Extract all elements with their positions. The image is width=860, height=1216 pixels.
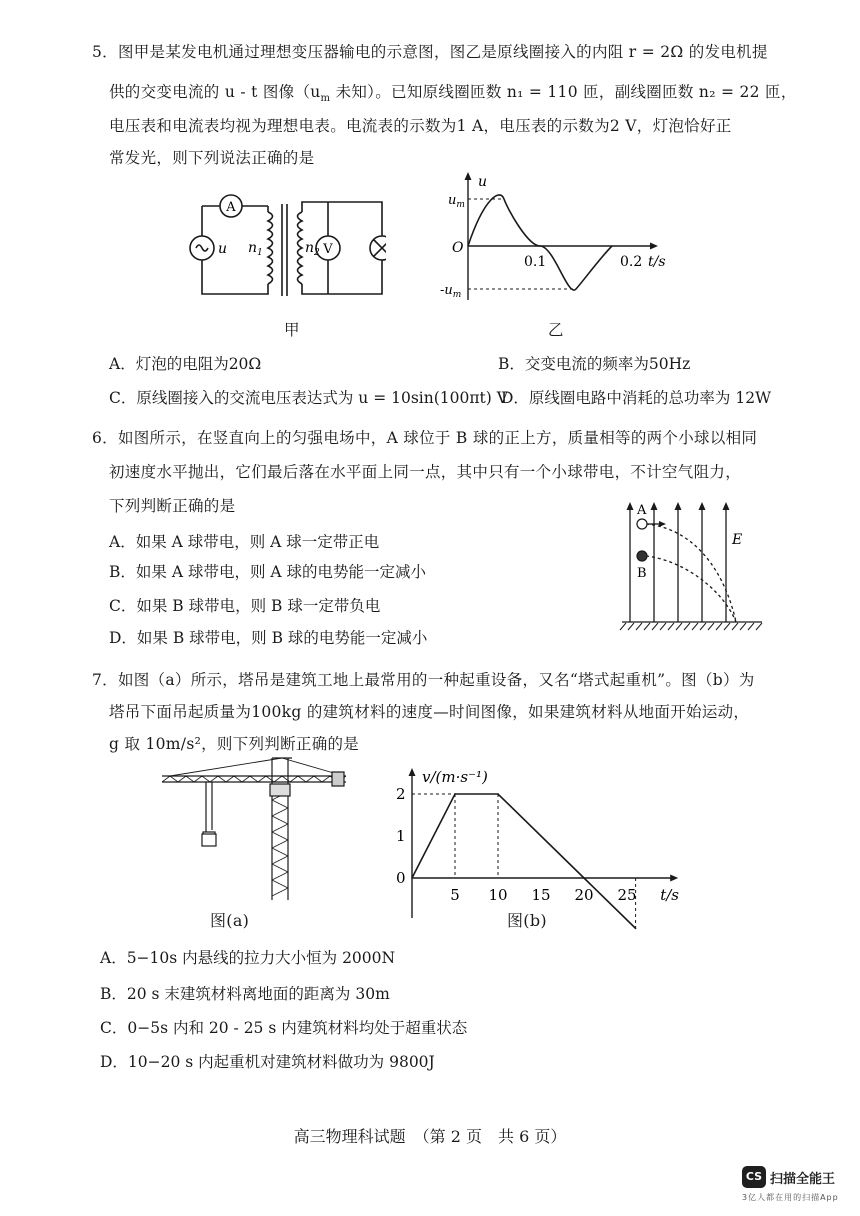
q6-line-3: 下列判断正确的是 bbox=[109, 497, 236, 515]
q7-option-c: C．0−5s 内和 20 - 25 s 内建筑材料均处于超重状态 bbox=[100, 1019, 468, 1037]
q7-vt-chart bbox=[376, 760, 716, 930]
q5-fig-jia-caption: 甲 bbox=[284, 321, 300, 339]
scanner-name: 扫描全能王 bbox=[770, 1172, 836, 1187]
q5-graph-xlabel: t/s bbox=[648, 254, 666, 270]
q5-graph-neg-um-label: $-u_m$ bbox=[440, 283, 462, 300]
q5-line-2-start: 供的交变电流的 u - t 图像（u bbox=[109, 83, 321, 101]
vt-xtick-5: 5 bbox=[450, 886, 460, 904]
q5-graph-tick-02: 0.2 bbox=[620, 254, 643, 270]
q6-option-a: A．如果 A 球带电，则 A 球一定带正电 bbox=[109, 533, 380, 551]
scanner-badge bbox=[742, 1166, 860, 1206]
q7-crane-load bbox=[202, 834, 216, 846]
vt-point-0 bbox=[411, 877, 413, 879]
q5-ammeter-label: A bbox=[226, 200, 236, 215]
vt-xlabel: t/s bbox=[660, 886, 679, 904]
scanner-tagline: 3亿人都在用的扫描App bbox=[742, 1193, 839, 1202]
q5-voltmeter-label: V bbox=[323, 242, 333, 257]
vt-xtick-10: 10 bbox=[488, 886, 508, 904]
q5-secondary-coil bbox=[298, 212, 303, 284]
q5-n1-label: $n_1$ bbox=[248, 240, 263, 258]
q5-primary-coil bbox=[268, 212, 273, 284]
q6-ball-b bbox=[637, 551, 647, 561]
q5-fig-yi-caption: 乙 bbox=[548, 321, 564, 339]
q6-line-2: 初速度水平抛出，它们最后落在水平面上同一点，其中只有一个小球带电，不计空气阻力， bbox=[109, 463, 742, 481]
q5-primary-bottom-wire bbox=[202, 260, 268, 294]
q7-crane-figure bbox=[156, 754, 356, 904]
q5-graph-tick-01: 0.1 bbox=[524, 254, 547, 270]
vt-point-1 bbox=[454, 793, 456, 795]
vt-xtick-15: 15 bbox=[531, 886, 551, 904]
q7-line-1: 7．如图（a）所示，塔吊是建筑工地上最常用的一种起重设备，又名“塔式起重机”。图（b）为 bbox=[92, 671, 755, 689]
q5-line-3: 电压表和电流表均视为理想电表。电流表的示数为1 A，电压表的示数为2 V，灯泡恰好正 bbox=[109, 117, 732, 135]
q5-sine-curve bbox=[468, 195, 612, 290]
vt-point-2 bbox=[497, 793, 499, 795]
q5-graph-um-label: $u_m$ bbox=[448, 193, 465, 210]
q7-line-2: 塔吊下面吊起质量为100kg 的建筑材料的速度—时间图像，如果建筑材料从地面开始运动， bbox=[109, 703, 750, 721]
q6-label-a: A bbox=[637, 503, 647, 518]
q6-line-1: 6．如图所示，在竖直向上的匀强电场中，A 球位于 B 球的正上方，质量相等的两个小球以相同 bbox=[92, 429, 758, 447]
q5-n2-label: $n_2$ bbox=[305, 240, 320, 258]
q6-label-b: B bbox=[637, 566, 647, 581]
q5-ut-graph bbox=[436, 168, 676, 308]
vt-x-arrow bbox=[670, 875, 678, 882]
q6-option-c: C．如果 B 球带电，则 B 球一定带负电 bbox=[109, 597, 381, 615]
vt-ytick-0: 0 bbox=[396, 869, 406, 887]
q5-line-2 bbox=[109, 80, 797, 104]
q5-lamp-symbol bbox=[370, 236, 386, 260]
q5-circuit-figure bbox=[186, 188, 386, 338]
q5-option-a: A．灯泡的电阻为20Ω bbox=[109, 355, 262, 373]
vt-point-3 bbox=[583, 877, 585, 879]
q7-fig-a-caption: 图(a) bbox=[210, 911, 250, 930]
q7-option-a: A．5−10s 内悬线的拉力大小恒为 2000N bbox=[100, 949, 396, 967]
vt-ytick-1: 1 bbox=[396, 827, 406, 845]
vt-ylabel: v/(m·s⁻¹) bbox=[422, 768, 488, 786]
q6-field-figure bbox=[612, 498, 772, 634]
q6-option-d: D．如果 B 球带电，则 B 球的电势能一定减小 bbox=[109, 629, 428, 647]
q5-option-d: D．原线圈电路中消耗的总功率为 12W bbox=[501, 389, 772, 407]
q5-option-c: C．原线圈接入的交流电压表达式为 u = 10sin(100πt) V bbox=[109, 389, 508, 407]
q5-graph-ylabel: u bbox=[478, 174, 488, 190]
vt-xtick-20: 20 bbox=[574, 886, 594, 904]
vt-ytick-2: 2 bbox=[396, 785, 406, 803]
q5-line-4: 常发光，则下列说法正确的是 bbox=[109, 149, 315, 167]
q5-option-b: B．交变电流的频率为50Hz bbox=[498, 355, 691, 373]
q6-label-e: E bbox=[732, 532, 743, 548]
q6-trajectory-b bbox=[646, 556, 736, 622]
vt-point-4 bbox=[635, 928, 637, 930]
vt-y-arrow bbox=[409, 768, 416, 776]
q6-ball-a bbox=[637, 519, 647, 529]
q5-line-1: 5．图甲是某发电机通过理想变压器输电的示意图，图乙是原线圈接入的内阻 r = 2Ω 的发电机提 bbox=[92, 43, 768, 61]
q5-line-2-rest: 未知）。已知原线圈匝数 n₁ = 110 匝，副线圈匝数 n₂ = 22 匝， bbox=[330, 83, 797, 101]
page-footer: 高三物理科试题 （第 2 页 共 6 页） bbox=[293, 1127, 567, 1146]
q7-option-b: B．20 s 末建筑材料离地面的距离为 30m bbox=[100, 985, 390, 1003]
q5-line-2-sub: m bbox=[320, 93, 331, 105]
q7-option-d: D．10−20 s 内起重机对建筑材料做功为 9800J bbox=[100, 1053, 435, 1071]
q7-fig-b-caption: 图(b) bbox=[507, 911, 547, 930]
vt-xtick-25: 25 bbox=[617, 886, 637, 904]
scanner-logo-icon: CS bbox=[742, 1166, 766, 1188]
q5-graph-origin: O bbox=[452, 240, 464, 256]
q5-source-label: u bbox=[218, 241, 228, 257]
q6-option-b: B．如果 A 球带电，则 A 球的电势能一定减小 bbox=[109, 563, 426, 581]
q7-line-3: g 取 10m/s²，则下列判断正确的是 bbox=[109, 735, 360, 753]
